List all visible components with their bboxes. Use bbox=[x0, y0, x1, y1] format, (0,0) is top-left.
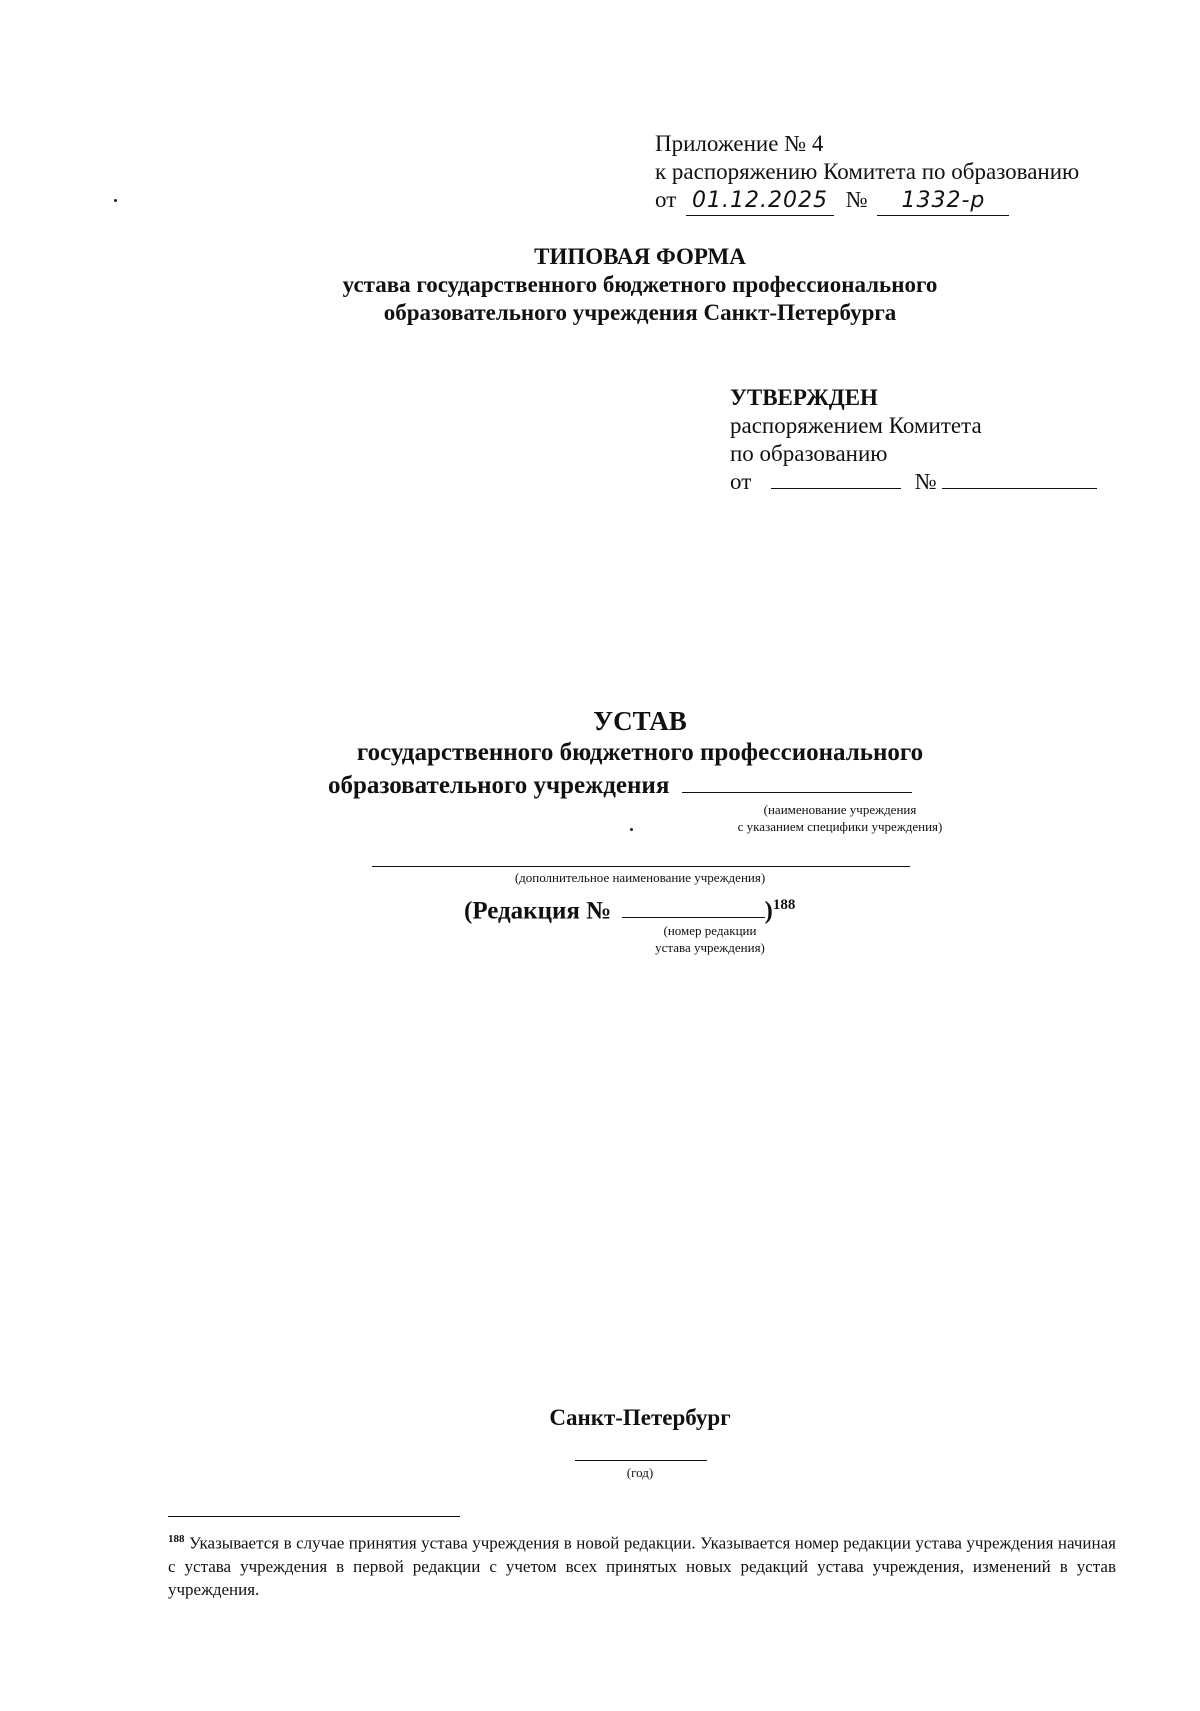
approved-line2: по образованию bbox=[730, 441, 888, 466]
approved-block bbox=[730, 384, 1130, 496]
edition-label: (Редакция № bbox=[464, 897, 612, 925]
form-title bbox=[200, 243, 1080, 327]
appendix-from-label: от bbox=[655, 187, 677, 212]
approved-date-line bbox=[730, 468, 1130, 496]
footnote-number: 188 bbox=[168, 1533, 185, 1545]
year-hint: (год) bbox=[626, 1465, 654, 1480]
edition-number-field bbox=[622, 895, 765, 918]
approved-from-label: от bbox=[730, 469, 752, 494]
footer-city: Санкт-Петербург bbox=[549, 1405, 731, 1430]
form-title-line2: устава государственного бюджетного профессионального bbox=[342, 272, 938, 297]
appendix-date-handwritten: 01.12.2025 bbox=[692, 188, 828, 213]
footnote-text: Указывается в случае принятия устава учреждения в новой редакции. Указывается номер редакции устава учреждения начиная с устава учреждения в первой редакции с учетом всех принятых новых редакций устава учреждения, изменений в устав учреждения. bbox=[168, 1533, 1116, 1599]
charter-name-field bbox=[682, 770, 912, 793]
approved-title: УТВЕРЖДЕН bbox=[730, 385, 878, 410]
appendix-number: Приложение № 4 bbox=[655, 131, 824, 156]
edition-close: ) bbox=[764, 897, 773, 925]
charter-title: УСТАВ bbox=[593, 706, 687, 736]
scan-dot bbox=[630, 828, 633, 831]
charter-name-hint bbox=[690, 801, 990, 835]
charter-name-hint-1: (наименование учреждения bbox=[763, 802, 917, 817]
form-title-line3: образовательного учреждения Санкт-Петербурга bbox=[383, 300, 897, 325]
approved-line1: распоряжением Комитета bbox=[730, 413, 982, 438]
edition-footnote-ref: 188 bbox=[772, 897, 796, 913]
appendix-block bbox=[655, 130, 1125, 216]
approved-number-label: № bbox=[914, 469, 937, 494]
additional-name-field bbox=[372, 866, 910, 867]
appendix-number-label: № bbox=[845, 187, 868, 212]
appendix-date-line bbox=[655, 186, 1125, 216]
appendix-number-field bbox=[877, 186, 1009, 216]
charter-line2: образовательного учреждения bbox=[328, 772, 670, 799]
charter-line1: государственного бюджетного профессионального bbox=[356, 739, 924, 766]
scan-dot bbox=[114, 199, 117, 202]
charter-name-hint-2: с указанием специфики учреждения) bbox=[737, 819, 943, 834]
form-title-line1: ТИПОВАЯ ФОРМА bbox=[534, 244, 746, 269]
edition-hint bbox=[620, 922, 800, 956]
edition-hint-1: (номер редакции bbox=[663, 923, 757, 938]
edition-hint-2: устава учреждения) bbox=[655, 940, 765, 955]
approved-date-field bbox=[771, 468, 901, 489]
year-field bbox=[575, 1460, 707, 1461]
additional-name-hint: (дополнительное наименование учреждения) bbox=[514, 870, 766, 885]
approved-number-field bbox=[942, 468, 1097, 489]
footnote-separator bbox=[168, 1516, 460, 1517]
appendix-order-ref: к распоряжению Комитета по образованию bbox=[655, 159, 1080, 184]
appendix-number-handwritten: 1332-р bbox=[901, 188, 986, 213]
edition-row bbox=[464, 890, 795, 926]
charter-line2-row bbox=[328, 770, 912, 801]
appendix-date-field bbox=[686, 186, 834, 216]
footnote bbox=[168, 1528, 1116, 1601]
